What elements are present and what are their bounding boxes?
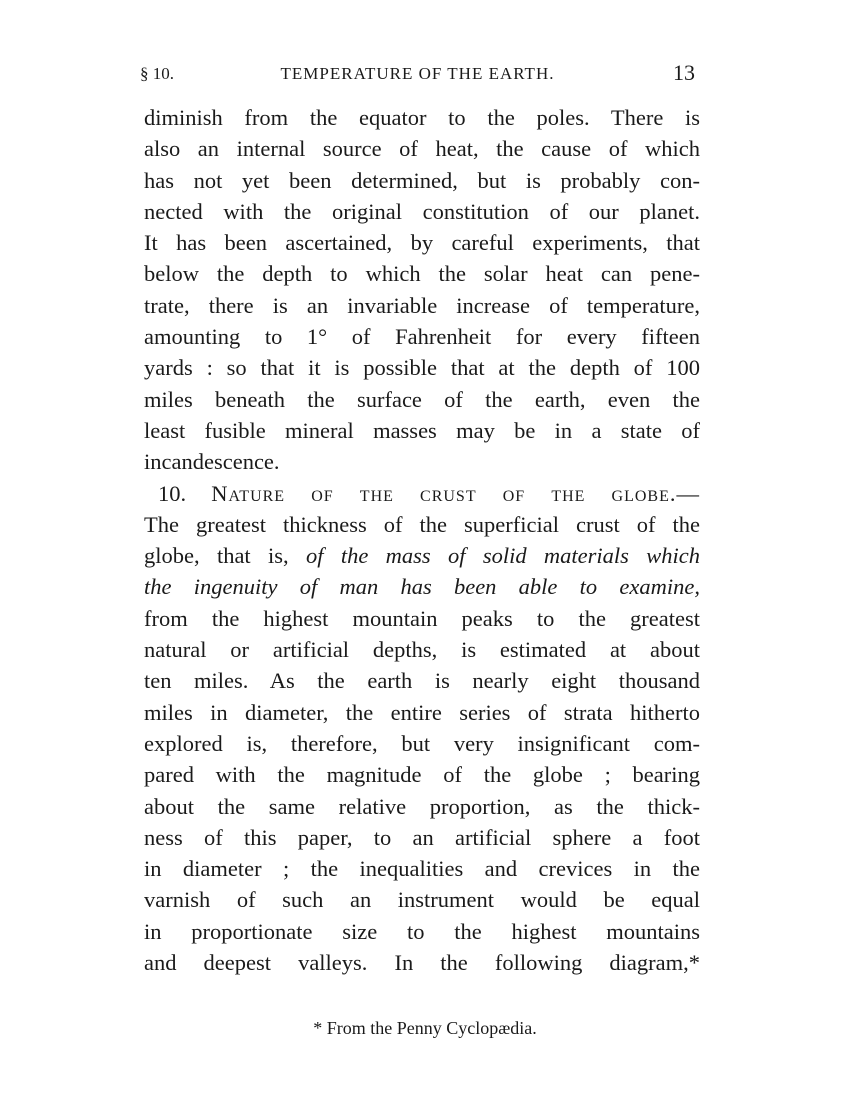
text-line: amounting to 1° of Fahrenheit for every fifteen bbox=[144, 324, 700, 350]
text-line: incandescence. bbox=[144, 449, 280, 475]
running-header bbox=[140, 58, 695, 88]
text-line bbox=[144, 540, 700, 571]
paragraph-1 bbox=[144, 102, 700, 478]
page-number: 13 bbox=[673, 60, 695, 85]
text-line: pared with the magnitude of the globe ; bearing bbox=[144, 762, 700, 788]
text-line: and deepest valleys. In the following diagram,* bbox=[144, 950, 700, 976]
text-line: natural or artificial depths, is estimated at about bbox=[144, 637, 700, 663]
text-line: nected with the original constitution of our planet. bbox=[144, 198, 700, 224]
text-line: yards : so that it is possible that at the depth of 100 bbox=[144, 355, 700, 381]
text-line: diminish from the equator to the poles. There is bbox=[144, 105, 700, 130]
text-line: explored is, therefore, but very insignificant com- bbox=[144, 730, 700, 756]
text-line: in diameter ; the inequalities and crevices in the bbox=[144, 856, 700, 882]
text-line: ness of this paper, to an artificial sphere a foot bbox=[144, 824, 700, 850]
section-mark: § 10. bbox=[140, 64, 174, 83]
text-fragment: globe, that is, bbox=[144, 543, 289, 569]
footnote: * From the Penny Cyclopædia. bbox=[313, 1018, 537, 1038]
italic-text: the ingenuity of man has been able to examine, bbox=[144, 574, 700, 600]
text-line: from the highest mountain peaks to the greatest bbox=[144, 605, 700, 631]
text-line: It has been ascertained, by careful experiments, that bbox=[144, 230, 700, 256]
text-line bbox=[144, 571, 700, 602]
text-line: below the depth to which the solar heat can pene- bbox=[144, 261, 700, 287]
running-title: TEMPERATURE OF THE EARTH. bbox=[280, 64, 555, 83]
text-line: in proportionate size to the highest mountains bbox=[144, 918, 700, 944]
section-heading-line bbox=[144, 478, 700, 509]
text-line: miles in diameter, the entire series of strata hitherto bbox=[144, 699, 700, 725]
text-line: trate, there is an invariable increase of temperature, bbox=[144, 292, 700, 318]
page-body bbox=[144, 102, 700, 978]
section-heading: Nature of the crust of the globe.— bbox=[211, 480, 701, 506]
text-line: least fusible mineral masses may be in a state of bbox=[144, 417, 700, 443]
text-line: also an internal source of heat, the cause of which bbox=[144, 136, 700, 162]
text-line: ten miles. As the earth is nearly eight thousand bbox=[144, 668, 700, 694]
text-line: miles beneath the surface of the earth, even the bbox=[144, 386, 700, 412]
text-line: varnish of such an instrument would be equal bbox=[144, 887, 700, 913]
text-line: The greatest thickness of the superficial crust of the bbox=[144, 511, 700, 537]
italic-text: of the mass of solid materials which bbox=[306, 543, 701, 569]
text-line: has not yet been determined, but is probably con- bbox=[144, 167, 700, 193]
paragraph-2 bbox=[144, 478, 700, 979]
section-number: 10. bbox=[158, 480, 187, 506]
text-line: about the same relative proportion, as the thick- bbox=[144, 793, 700, 819]
